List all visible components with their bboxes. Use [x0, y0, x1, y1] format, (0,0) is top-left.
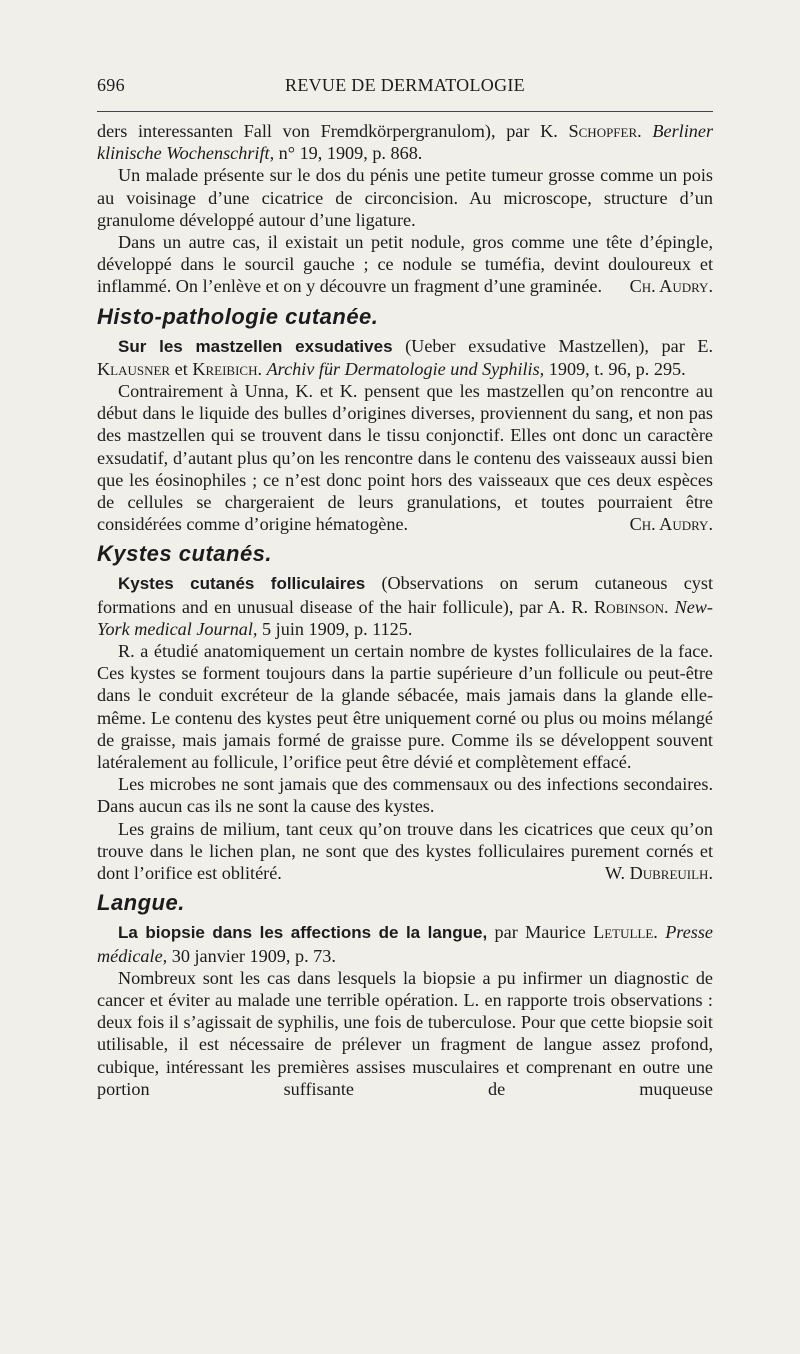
- section-heading: Histo-pathologie cutanée.: [97, 303, 379, 329]
- article-reference: Kystes cutanés folliculaires (Observations on serum cutaneous cyst formations and en unusual disease of the hair follicule), par A. R. Robinson. New-York medical Journal, 5 juin 1909, p. 1125.: [97, 573, 714, 639]
- author: Letulle.: [593, 922, 658, 943]
- page-number: 696: [97, 75, 125, 95]
- journal: Archiv für Dermatologie und Syphilis,: [266, 358, 545, 379]
- section-heading: Kystes cutanés.: [97, 541, 273, 567]
- author: Robinson.: [594, 596, 669, 617]
- paragraph: R. a étudié anatomiquement un certain nombre de kystes folliculaires de la face. Ces kystes se forment toujours dans la partie supérieure d’un follicule ou peut-être dans le conduit excréteur de la glande sébacée, mais jamais dans la glande elle-même. Le contenu des kystes peut être uniquement corné ou plus ou moins mélangé de graisse, mais jamais formé de graisse pure. Comme ils se développent souvent latéralement au follicule, l’orifice peut être dévié et complètement effacé.: [97, 641, 713, 773]
- paragraph: Les grains de milium, tant ceux qu’on trouve dans les cicatrices que ceux qu’on trouve dans le lichen plan, ne sont que des kystes folliculaires purement cornés et dont l’orifice est oblitéré. W. Dubreuilh.: [97, 818, 713, 884]
- paragraph: Dans un autre cas, il existait un petit nodule, gros comme une tête d’épingle, développé dans le sourcil gauche ; ce nodule se tuméfia, devint douloureux et inflammé. On l’enlève et on y découvre un fragment d’une graminée. Ch. Audry.: [97, 232, 713, 297]
- paragraph: Un malade présente sur le dos du pénis une petite tumeur grosse comme un pois au voisinage d’une cicatrice de circoncision. Au microscope, structure d’un granulome développé autour d’une ligature.: [97, 165, 713, 230]
- author: Schopfer.: [568, 121, 642, 141]
- reference-continuation: ders interessanten Fall von Fremdkörpergranulom), par K. Schopfer. Berliner klinische Wochenschrift, n° 19, 1909, p. 868.: [97, 121, 714, 164]
- signature: Ch. Audry.: [629, 514, 713, 535]
- author: Kreibich.: [192, 358, 263, 379]
- author: Klausner: [97, 358, 171, 379]
- section-heading: Langue.: [97, 890, 185, 916]
- article-reference: La biopsie dans les affections de la langue, par Maurice Letulle. Presse médicale, 30 janvier 1909, p. 73.: [97, 922, 714, 966]
- article-title: Sur les mastzellen exsudatives: [118, 336, 393, 356]
- running-title: REVUE DE DERMATOLOGIE: [285, 75, 525, 95]
- journal: Presse médicale,: [97, 922, 714, 966]
- signature: W. Dubreuilh.: [605, 863, 713, 884]
- paragraph: Les microbes ne sont jamais que des commensaux ou des infections secondaires. Dans aucun cas ils ne sont la cause des kystes.: [97, 774, 713, 817]
- journal: Berliner klinische Wochenschrift,: [97, 121, 714, 164]
- header-rule: [97, 111, 713, 112]
- signature: Ch. Audry.: [629, 276, 713, 297]
- page-body: [97, 120, 713, 1100]
- article-reference: Sur les mastzellen exsudatives (Ueber exsudative Mastzellen), par E. Klausner et Kreibich. Archiv für Dermatologie und Syphilis, 1909, t. 96, p. 295.: [97, 335, 714, 379]
- paragraph: Contrairement à Unna, K. et K. pensent que les mastzellen qu’on rencontre au début dans le liquide des bulles d’origines diverses, proviennent du sang, et non pas des mastzellen qui se trouvent dans le tissu conjonctif. Elles ont donc un caractère exsudatif, d’autant plus qu’on les rencontre dans le contenu des vaisseaux aussi bien que les éosinophiles ; ce n’est donc point hors des vaisseaux que ces deux espèces de cellules se chargeraient de leurs granulations, et toutes pourraient être considérées comme d’origine hématogène. Ch. Audry.: [97, 381, 713, 535]
- article-title: La biopsie dans les affections de la langue,: [118, 923, 488, 943]
- article-title: Kystes cutanés folliculaires: [118, 574, 366, 594]
- paragraph: Nombreux sont les cas dans lesquels la biopsie a pu infirmer un diagnostic de cancer et éviter au malade une terrible opération. L. en rapporte trois observations : deux fois il s’agissait de syphilis, une fois de tuberculose. Pour que cette biopsie soit utilisable, il est nécessaire de prélever un fragment de langue assez profond, cubique, intéressant les premières assises musculaires et comprenant en outre une portion suffisante de muqueuse: [97, 967, 713, 1099]
- journal: New-York medical Journal,: [97, 596, 713, 639]
